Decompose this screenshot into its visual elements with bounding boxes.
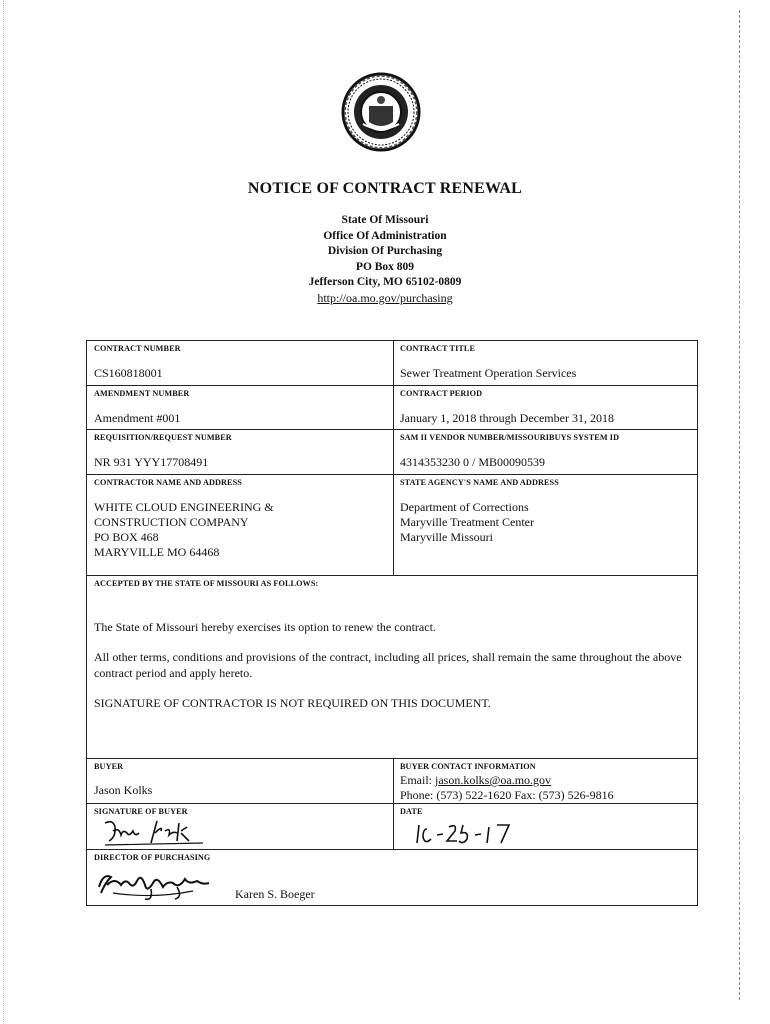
issuer-address [0,213,770,306]
column-divider [393,758,394,849]
buyer-phone-fax: Phone: (573) 522-1620 Fax: (573) 526-9816 [400,788,614,802]
contract-number-label: CONTRACT NUMBER [94,344,181,353]
agency-line: Maryville Missouri [400,530,493,544]
signature-of-buyer-label: SIGNATURE OF BUYER [94,807,188,816]
row-divider [87,429,697,430]
contract-title-label: CONTRACT TITLE [400,344,476,353]
contract-period-value: January 1, 2018 through December 31, 2018 [400,411,614,425]
row-divider [87,575,697,576]
vendor-number-label: SAM II VENDOR NUMBER/MISSOURIBUYS SYSTEM ID [400,433,620,442]
contract-period-label: CONTRACT PERIOD [400,389,483,398]
agency-line: Department of Corrections [400,500,529,514]
contract-title-value: Sewer Treatment Operation Services [400,366,577,380]
agency-label: STATE AGENCY'S NAME AND ADDRESS [400,478,559,487]
email-prefix: Email: [400,773,432,787]
column-divider [393,341,394,575]
requisition-label: REQUISITION/REQUEST NUMBER [94,433,232,442]
buyer-contact-label: BUYER CONTACT INFORMATION [400,762,536,771]
issuer-line: Office Of Administration [323,229,447,242]
requisition-value: NR 931 YYY17708491 [94,455,209,469]
amendment-number-label: AMENDMENT NUMBER [94,389,190,398]
row-divider [87,849,697,850]
buyer-name: Jason Kolks [94,783,153,797]
state-seal-icon [341,72,421,152]
contractor-line: CONSTRUCTION COMPANY [94,515,249,529]
signature-notice: SIGNATURE OF CONTRACTOR IS NOT REQUIRED ON THIS DOCUMENT. [94,696,491,710]
contract-number-value: CS160818001 [94,366,163,380]
signed-date-handwritten [413,819,523,847]
agency-line: Maryville Treatment Center [400,515,534,529]
renewal-statement: The State of Missouri hereby exercises its option to renew the contract. [94,620,436,634]
buyer-label: BUYER [94,762,124,771]
scan-edge-left [3,0,4,1024]
buyer-signature-image [99,813,209,849]
purchasing-url-link[interactable]: http://oa.mo.gov/purchasing [317,290,453,305]
issuer-line: PO Box 809 [355,260,415,273]
director-signature-image [93,863,233,903]
director-name: Karen S. Boeger [235,887,315,901]
buyer-email-link[interactable]: jason.kolks@oa.mo.gov [435,773,552,787]
contractor-line: WHITE CLOUD ENGINEERING & [94,500,274,514]
amendment-number-value: Amendment #001 [94,411,181,425]
row-divider [87,474,697,475]
row-divider [87,385,697,386]
scan-edge-right [739,10,740,1000]
contract-form [86,340,698,906]
contractor-label: CONTRACTOR NAME AND ADDRESS [94,478,242,487]
issuer-line: Division Of Purchasing [327,245,443,257]
director-label: DIRECTOR OF PURCHASING [94,853,211,862]
vendor-number-value: 4314353230 0 / MB00090539 [400,455,546,469]
date-label: DATE [400,807,423,816]
accepted-label: ACCEPTED BY THE STATE OF MISSOURI AS FOLLOWS: [94,579,319,588]
page-title: NOTICE OF CONTRACT RENEWAL [247,180,523,197]
contractor-line: PO BOX 468 [94,530,159,544]
terms-statement: All other terms, conditions and provisions of the contract, including all prices, shall remain the same throughout the above contract period and apply hereto. [94,650,682,680]
contractor-line: MARYVILLE MO 64468 [94,545,220,559]
issuer-line: Jefferson City, MO 65102-0809 [308,276,462,288]
row-divider [87,803,697,804]
buyer-email-row [400,773,551,788]
row-divider [87,758,697,759]
issuer-line: State Of Missouri [341,214,429,226]
